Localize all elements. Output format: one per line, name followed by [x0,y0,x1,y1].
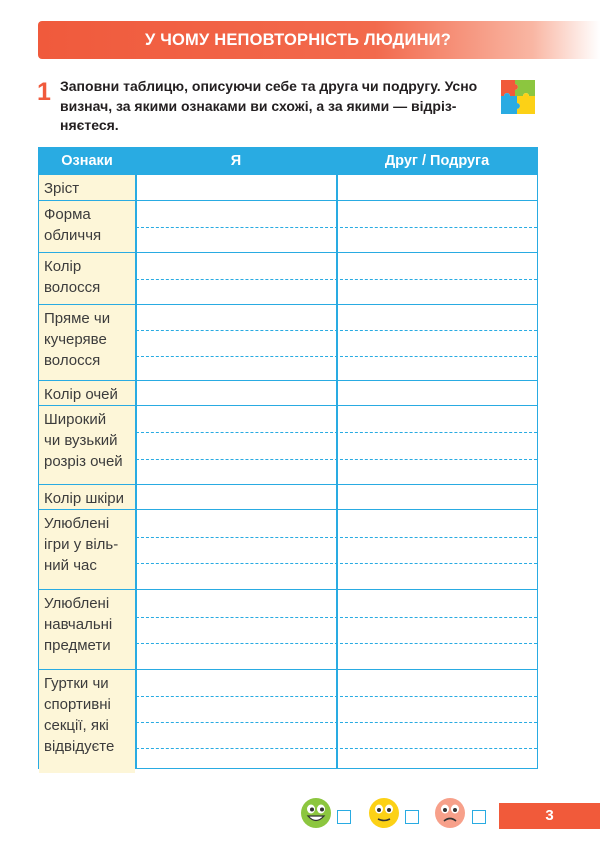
feature-label-line: Зріст [44,180,80,197]
feature-label-line: Улюблені [44,515,110,532]
happy-face-icon [300,797,332,829]
header-features: Ознаки [61,153,113,169]
feature-label [39,406,135,484]
feature-label-line: кучеряве [44,331,107,348]
table-row [39,380,537,405]
feature-label [39,670,135,773]
feature-label-line: Улюблені [44,595,110,612]
feature-label-line: ігри у віль- [44,536,119,553]
feature-label-line: волосся [44,352,101,369]
page-number: 3 [499,803,600,829]
task-line: визнач, за якими ознаками ви схожі, а за якими — відріз- [60,97,457,114]
table-row [39,200,537,252]
header-friend: Друг / Подруга [384,153,490,169]
puzzle-icon [500,79,536,115]
feature-label [39,175,135,200]
feature-label-line: Пряме чи [44,310,111,327]
feature-label-line: Широкий [44,411,107,428]
task-number: 1 [37,78,51,106]
table-row [39,669,537,773]
feature-label-line: секції, які [44,717,109,734]
task-instructions [60,77,492,136]
feature-label-line: спортивні [44,696,111,713]
table-row [39,174,537,200]
feature-label-line: чи вузький [44,432,118,449]
feature-label [39,510,135,589]
feature-label-line: відвідуєте [44,738,115,755]
task-line: няєтеся. [60,117,119,133]
feature-label-line: Колір шкіри [44,490,124,507]
feature-label [39,590,135,669]
feature-label [39,485,135,509]
page-title: У ЧОМУ НЕПОВТОРНІСТЬ ЛЮДИНИ? [144,31,452,49]
table-row [39,484,537,509]
header-me: Я [230,153,242,169]
feature-label [39,253,135,304]
table-row [39,589,537,669]
table-row [39,405,537,484]
neutral-checkbox[interactable] [405,810,419,824]
feature-label [39,381,135,405]
feature-label-line: волосся [44,279,101,296]
sad-checkbox[interactable] [472,810,486,824]
feature-label [39,305,135,380]
sad-face-icon [434,797,466,829]
title-banner [38,21,600,59]
feature-label-line: ний час [44,557,97,574]
feature-label-line: Гуртки чи [44,675,109,692]
feature-label-line: Форма [44,206,91,223]
column-divider [135,148,137,768]
table-row [39,509,537,589]
feature-label [39,201,135,252]
feature-label-line: розріз очей [44,453,123,470]
happy-checkbox[interactable] [337,810,351,824]
feature-label-line: предмети [44,637,111,654]
neutral-face-icon [368,797,400,829]
table-header [39,148,537,174]
comparison-table [38,147,538,769]
table-row [39,304,537,380]
task-line: Заповни таблицю, описуючи себе та друга чи подругу. Усно [60,78,478,94]
table-row [39,252,537,304]
column-divider [336,148,338,768]
feature-label-line: навчальні [44,616,113,633]
feature-label-line: Колір очей [44,386,118,403]
feature-label-line: обличчя [44,227,102,244]
feature-label-line: Колір [44,258,82,275]
